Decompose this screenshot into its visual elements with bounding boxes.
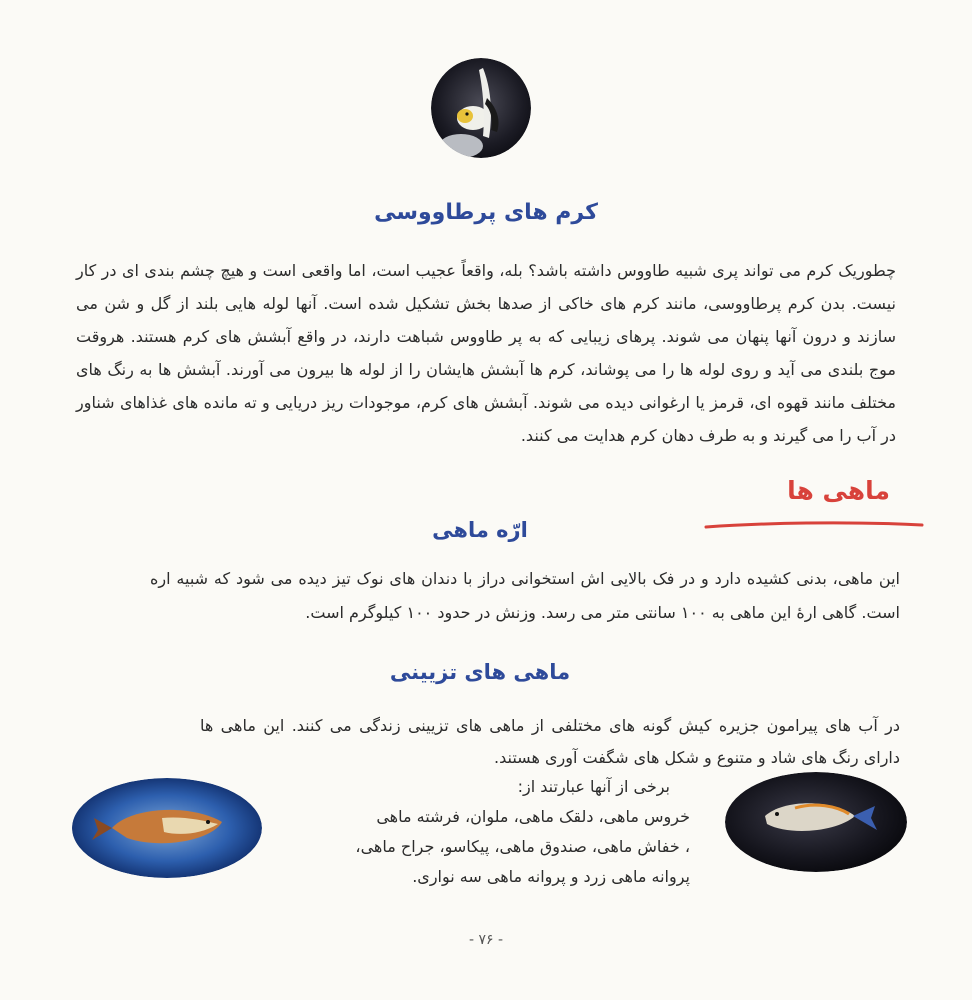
worms-title: کرم های پرطاووسی [374, 200, 598, 225]
fish-section-heading: ماهی ها [787, 476, 890, 505]
ornamental-fish-paragraph: در آب های پیرامون جزیره کیش گونه های مختلفی از ماهی های تزیینی زندگی می کنند. این ماهی ها دارای رنگ های شاد و متنوع و شکل های شگفت آوری هستند. [200, 716, 900, 767]
triggerfish-photo [72, 778, 262, 878]
ornamental-fish-title: ماهی های تزیینی [389, 660, 571, 684]
bannerfish-photo [431, 58, 531, 158]
fish-list-line: خروس ماهی، دلقک ماهی، ملوان، فرشته ماهی [376, 807, 690, 826]
fish-list [300, 802, 690, 892]
page-number: - ۷۶ - [468, 932, 504, 948]
fish-list-intro: برخی از آنها عبارتند از: [517, 777, 670, 796]
fish-list-line: پروانه ماهی زرد و پروانه ماهی سه نواری. [412, 867, 690, 886]
worms-paragraph: چطوریک کرم می تواند پری شبیه طاووس داشته باشد؟ بله، واقعاً عجیب است، اما واقعی است و هیچ چشم بندی ای در کار نیست. بدن کرم پرطاووسی، مانند کرم های خاکی از صدها بخش تشکیل شده است. آنها لوله هایی بلند از گل و شن می سازند و درون آنها پنهان می شوند. پرهای زیبایی که به پر طاووس شباهت دارند، در واقع آبشش های کرم هستند. هروقت موج بلندی می آید و روی لوله ها را می پوشاند، کرم ها آبشش هایشان را از لوله ها بیرون می آورند. آبشش ها به رنگ های مختلف مانند قهوه ای، قرمز یا ارغوانی دیده می شوند. آبشش های کرم، موجودات ریز دریایی و ته مانده های غذاهای شناور در آب را می گیرند و به طرف دهان کرم هدایت می کنند. [76, 261, 896, 445]
sawfish-title: ارّه ماهی [432, 518, 528, 542]
sawfish-paragraph: این ماهی، بدنی کشیده دارد و در فک بالایی اش استخوانی دراز با دندان های نوک تیز دیده می شود که شبیه اره است. گاهی ارهٔ این ماهی به ۱۰۰ سانتی متر می رسد. وزنش در حدود ۱۰۰ کیلوگرم است. [150, 569, 900, 622]
surgeonfish-photo [725, 772, 907, 872]
fish-list-line: ، خفاش ماهی، صندوق ماهی، پیکاسو، جراح ماهی، [355, 837, 690, 856]
heading-underline [704, 517, 924, 531]
